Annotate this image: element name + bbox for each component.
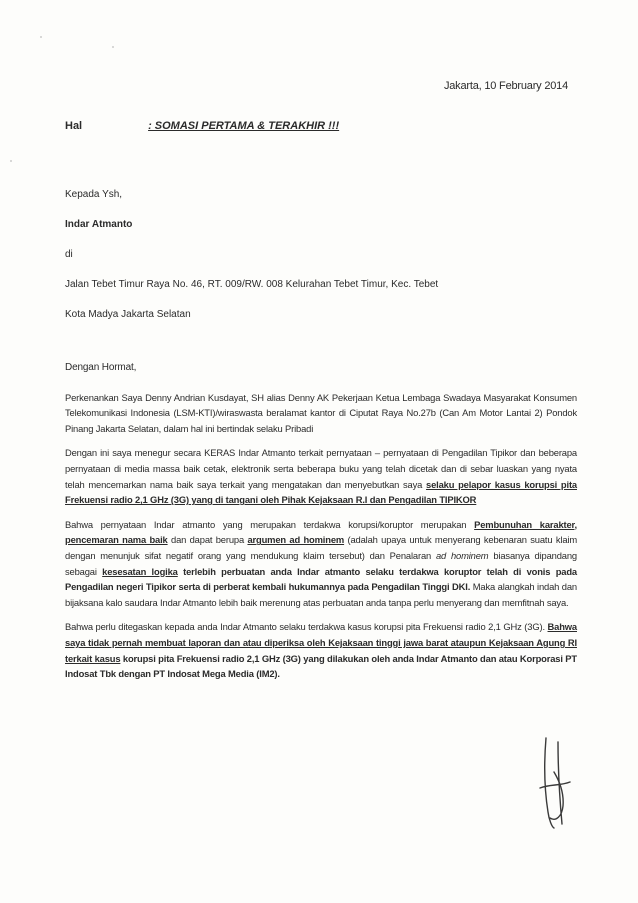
recipient-address-line2: Kota Madya Jakarta Selatan (65, 309, 191, 320)
emphasis-text: Pembunuhan karakter, pencemaran nama baik (65, 518, 577, 546)
paragraph-text: Bahwa pernyataan Indar atmanto yang merupakan terdakwa korupsi/koruptor merupakan (65, 518, 475, 530)
subject-line (65, 120, 339, 132)
paragraph-argument (65, 517, 577, 611)
paragraph-text: Dengan ini saya menegur secara KERAS Indar Atmanto terkait pernyataan – pernyataan di Pengadilan Tipikor dan beberapa pernyataan di media massa baik cetak, elektronik serta beberapa buku yang telah dicetak dan di sebar luaskan yang nyata telah mencemarkan nama baik saya terkait yang mengatakan dan menyebutkan saya (65, 447, 577, 490)
recipient-salutation: Kepada Ysh, (65, 189, 123, 200)
letter-date: Jakarta, 10 February 2014 (443, 80, 568, 92)
recipient-name: Indar Atmanto (65, 219, 133, 230)
paragraph-text: Bahwa perlu ditegaskan kepada anda Indar Atmanto selaku terdakwa kasus korupsi pita Frekuensi radio 2,1 GHz (3G). (65, 621, 548, 633)
recipient-address-line1: Jalan Tebet Timur Raya No. 46, RT. 009/RW. 008 Kelurahan Tebet Timur, Kec. Tebet (65, 279, 439, 290)
paragraph-text: biasanya dipandang sebagai (65, 549, 577, 577)
bold-text: terlebih perbuatan anda Indar atmanto selaku terdakwa koruptor telah di vonis pada Pengadilan negeri Tipikor serta di perberat kembali hukumannya pada Pengadilan Tinggi DKI. (65, 565, 577, 593)
bold-text: korupsi pita Frekuensi radio 2,1 GHz (3G) yang dilakukan oleh anda Indar Atmanto dan atau Korporasi PT Indosat Tbk dengan PT Indosat Mega Media (IM2). (65, 652, 577, 680)
emphasis-text: argumen ad hominem (247, 534, 345, 546)
paragraph-introduction: Perkenankan Saya Denny Andrian Kusdayat, SH alias Denny AK Pekerjaan Ketua Lembaga Swadaya Masyarakat Konsumen Telekomunikasi Indonesia (LSM-KTI)/wiraswasta beralamat kantor di Ciputat Raya No.27b (Can Am Motor Lantai 2) Pondok Pinang Jakarta Selatan, dalam hal ini bertindak selaku Pribadi (65, 391, 577, 434)
subject-value: : SOMASI PERTAMA & TERAKHIR !!! (148, 120, 340, 132)
emphasis-text: kesesatan logika (102, 565, 178, 577)
paragraph-warning (65, 445, 577, 507)
paragraph-statement (65, 619, 577, 681)
italic-text: ad hominem (435, 549, 489, 561)
emphasis-text: selaku pelapor kasus korupsi pita Frekuensi radio 2,1 GHz (3G) yang di tangani oleh Pihak Kejaksaan R.I dan Pengadilan TIPIKOR (65, 478, 577, 506)
subject-label: Hal (65, 120, 83, 132)
paragraph-text: dan dapat berupa (167, 534, 248, 546)
recipient-block (65, 180, 585, 330)
scan-speck (10, 160, 12, 162)
signature-mark (532, 732, 576, 832)
greeting: Dengan Hormat, (65, 362, 137, 373)
scan-speck (40, 36, 42, 38)
letter-body (65, 360, 577, 691)
scan-speck (112, 46, 114, 48)
emphasis-text: Bahwa saya tidak pernah membuat laporan dan atau diperiksa oleh Kejaksaan tinggi jawa barat ataupun Kejaksaan Agung RI terkait kasus (65, 621, 577, 664)
recipient-at: di (65, 249, 73, 260)
paragraph-text: (adalah upaya untuk menyerang kebenaran suatu klaim dengan menunjuk sifat negatif orang yang mendukung klaim tersebut) dan Penalaran (65, 534, 577, 561)
paragraph-text: Maka alangkah indah dan bijaksana kalo saudara Indar Atmanto lebih baik merenung atas perbuatan anda tanpa perlu menyerang dan memfitnah saya. (65, 581, 577, 608)
